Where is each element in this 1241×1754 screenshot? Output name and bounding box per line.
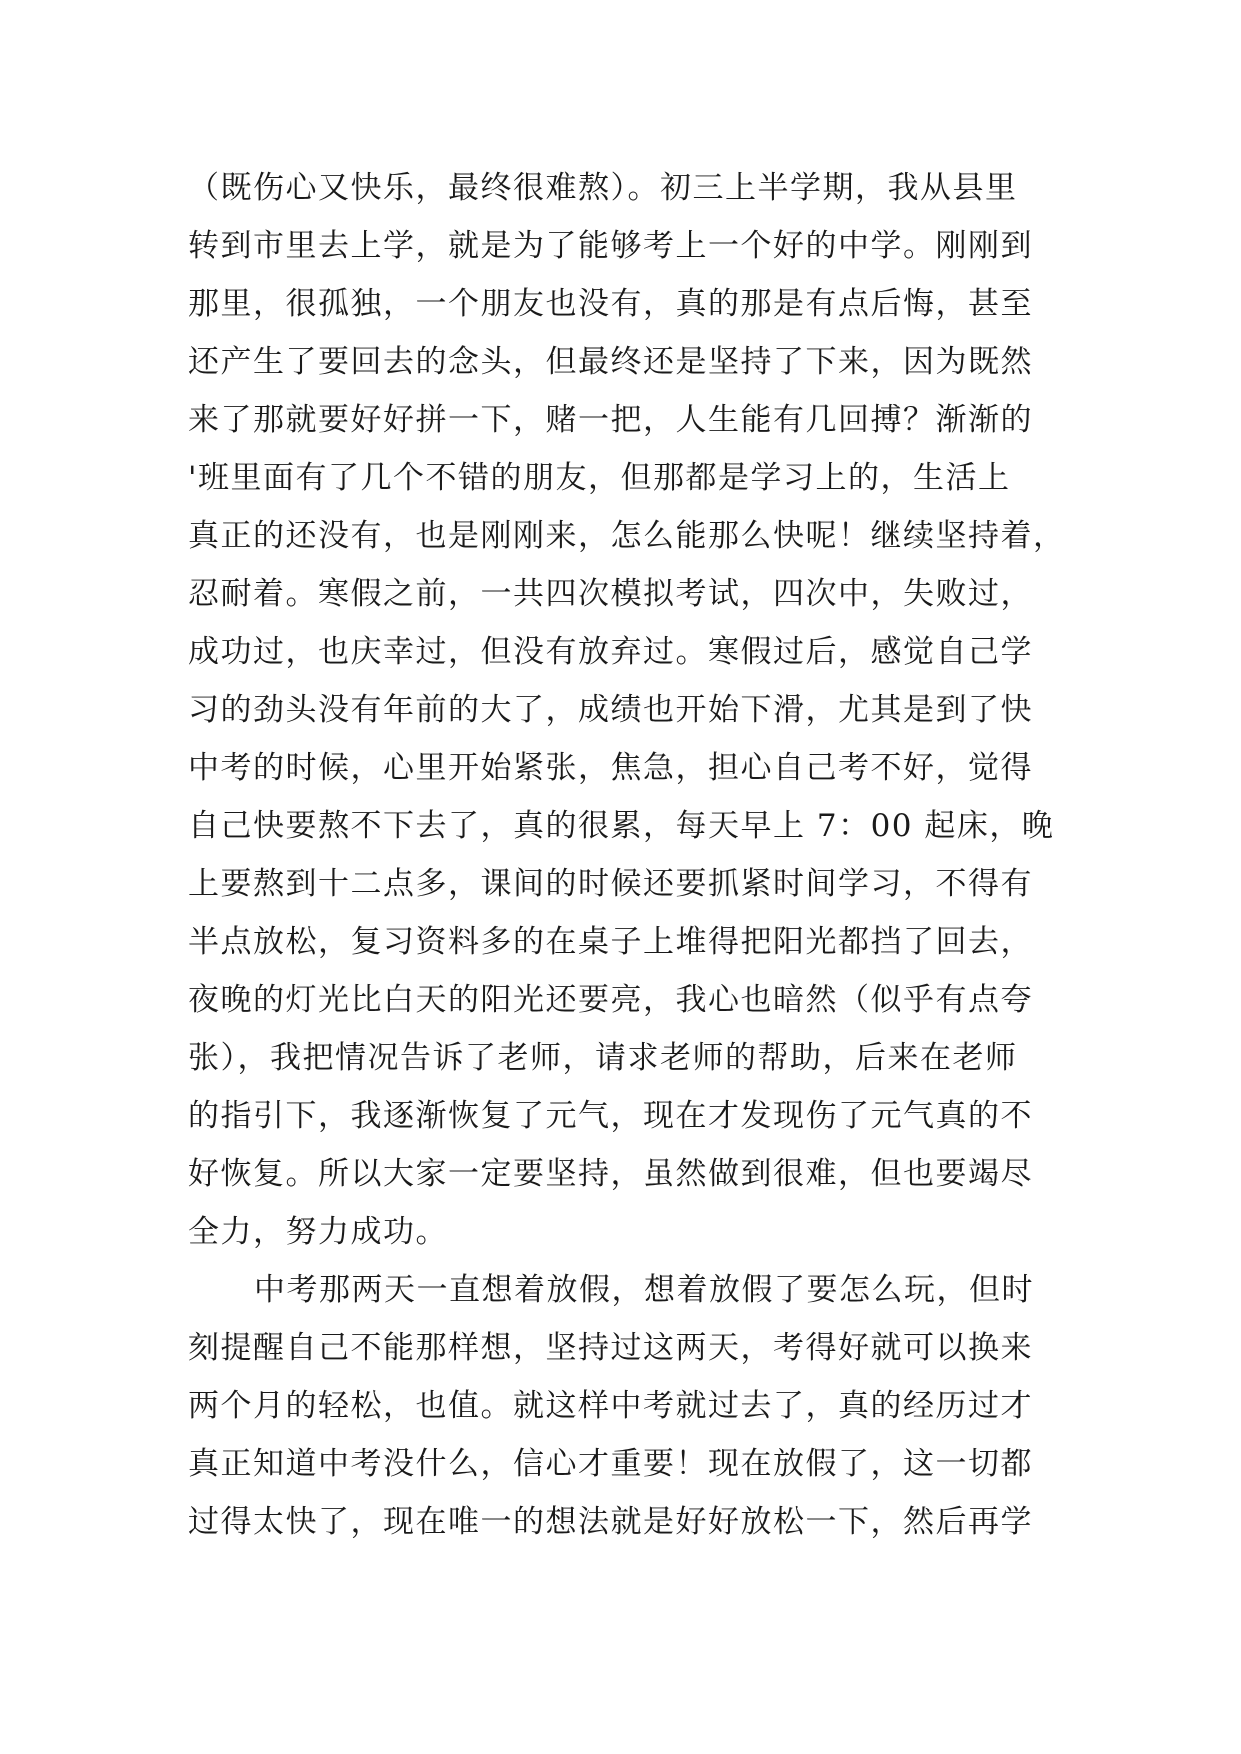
text-line: 成功过，也庆幸过，但没有放弃过。寒假过后，感觉自己学 [188,634,1033,670]
text-line: 的指引下，我逐渐恢复了元气，现在才发现伤了元气真的不 [188,1098,1033,1134]
text-line: 过得太快了，现在唯一的想法就是好好放松一下，然后再学 [188,1504,1033,1540]
document-body [188,159,1068,1551]
text-line: 全力，努力成功。 [188,1214,448,1250]
text-line: '班里面有了几个不错的朋友，但那都是学习上的，生活上 [188,460,1011,496]
text-line: 转到市里去上学，就是为了能够考上一个好的中学。刚刚到 [188,228,1033,264]
text-line: 习的劲头没有年前的大了，成绩也开始下滑，尤其是到了快 [188,692,1033,728]
text-line-first: 中考那两天一直想着放假，想着放假了要怎么玩，但时 [254,1272,1034,1308]
text-line: 中考的时候，心里开始紧张，焦急，担心自己考不好，觉得 [188,750,1033,786]
paragraph-2 [188,1261,1068,1551]
text-line: 两个月的轻松，也值。就这样中考就过去了，真的经历过才 [188,1388,1033,1424]
text-line: 那里，很孤独，一个朋友也没有，真的那是有点后悔，甚至 [188,286,1033,322]
text-line: 张），我把情况告诉了老师，请求老师的帮助，后来在老师 [188,1040,1018,1076]
text-line: 自己快要熬不下去了，真的很累，每天早上 7：00 起床，晚 [188,808,1055,844]
text-line: 上要熬到十二点多，课间的时候还要抓紧时间学习，不得有 [188,866,1033,902]
text-line: 好恢复。所以大家一定要坚持，虽然做到很难，但也要竭尽 [188,1156,1033,1192]
text-line: 夜晚的灯光比白天的阳光还要亮，我心也暗然（似乎有点夸 [188,982,1033,1018]
text-line: 真正知道中考没什么，信心才重要！现在放假了，这一切都 [188,1446,1033,1482]
text-line: 真正的还没有，也是刚刚来，怎么能那么快呢！继续坚持着， [188,518,1066,554]
text-line: 忍耐着。寒假之前，一共四次模拟考试，四次中，失败过， [188,576,1033,612]
text-line: 半点放松，复习资料多的在桌子上堆得把阳光都挡了回去， [188,924,1033,960]
paragraph-1 [188,159,1068,1261]
text-line: （既伤心又快乐，最终很难熬）。初三上半学期，我从县里 [188,170,1018,206]
text-line: 来了那就要好好拼一下，赌一把，人生能有几回搏？渐渐的 [188,402,1033,438]
text-line: 刻提醒自己不能那样想，坚持过这两天，考得好就可以换来 [188,1330,1033,1366]
text-line: 还产生了要回去的念头，但最终还是坚持了下来，因为既然 [188,344,1033,380]
